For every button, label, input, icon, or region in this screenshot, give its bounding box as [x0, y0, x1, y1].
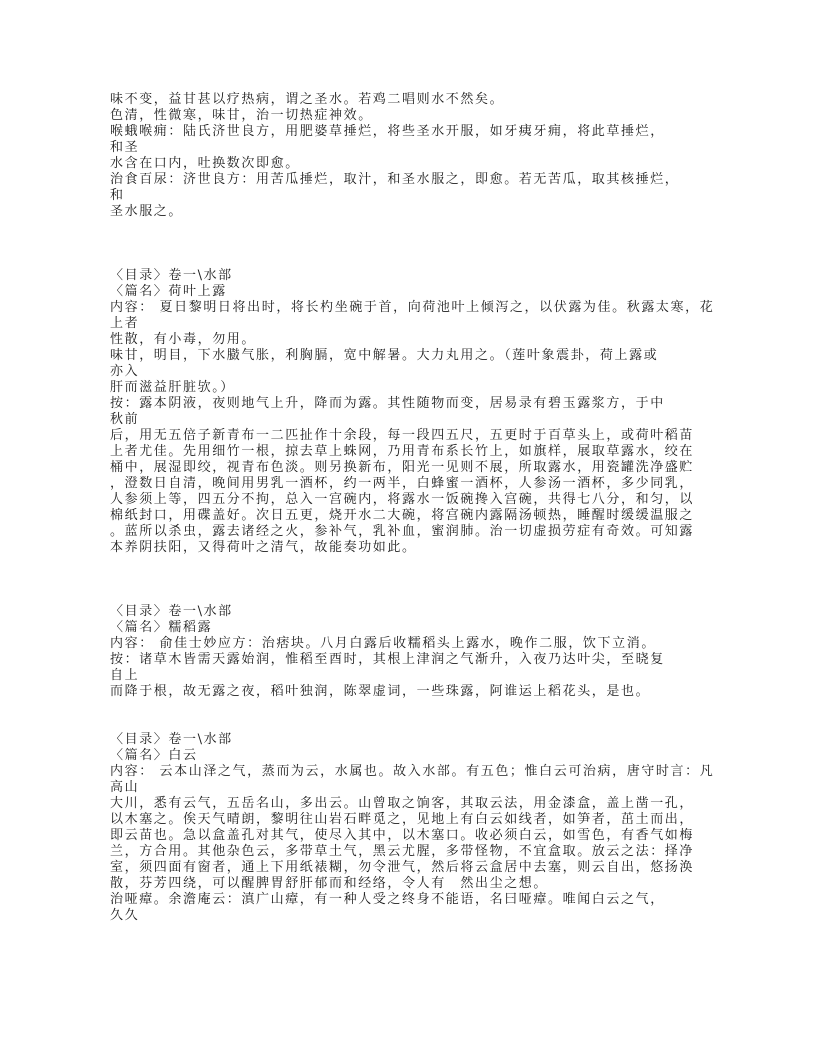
text-line: 味不变，益甘甚以疗热病，谓之圣水。若鸡二唱则水不然矣。 — [110, 92, 505, 107]
text-line: 〈篇名〉荷叶上露 — [110, 284, 227, 299]
blank-line — [110, 700, 750, 716]
text-line: 喉蛾喉痈：陆氏济世良方，用肥婆草捶烂，将些圣水开服，如牙痍牙痈，将此草捶烂， — [110, 124, 665, 139]
text-line: 〈目录〉卷一\水部 — [110, 268, 233, 283]
text-line: 按：露本阴液，夜则地气上升，降而为露。其性随物而变，居易录有碧玉露浆方，于中 — [110, 396, 665, 411]
text-line: 棉纸封口，用碟盖好。次日五更，烧开水二大碗，将宫碗内露隔汤顿热，睡醒时缓缓温服之 — [110, 508, 695, 523]
text-line: 内容： 俞佳士妙应方：治痞块。八月白露后收糯稻头上露水，晚作二服，饮下立消。 — [110, 636, 656, 651]
blank-line — [110, 252, 750, 268]
text-line: 和 — [110, 188, 125, 203]
text-line: 味甘，明目，下水臌气胀，利胸膈，宽中解暑。大力丸用之。（莲叶象震卦，荷上露或 — [110, 348, 659, 363]
blank-line — [110, 236, 750, 252]
text-line: 亦入 — [110, 364, 140, 379]
blank-line — [110, 716, 750, 732]
text-line: 内容： 夏日黎明日将出时，将长杓坐碗于首，向荷池叶上倾泻之，以伏露为佳。秋露太寒，花 — [110, 300, 715, 315]
text-line: 肝而滋益肝脏欤。） — [110, 380, 235, 395]
text-line: 以木塞之。俟天气晴朗，黎明往山岩石畔觅之，见地上有白云如线者，如笋者，茁土而出， — [110, 812, 695, 827]
text-line: 〈篇名〉糯稻露 — [110, 620, 213, 635]
text-line: 即云苗也。急以盒盖孔对其气，使尽入其中，以木塞口。收必须白云，如雪色，有香气如梅 — [110, 828, 695, 843]
text-line: 上者 — [110, 316, 140, 331]
text-line: 水含在口内，吐换数次即愈。 — [110, 156, 300, 171]
text-line: 本养阴扶阳，又得荷叶之清气，故能奏功如此。 — [110, 540, 417, 555]
text-line: 自上 — [110, 668, 140, 683]
text-line: 性散，有小毒，勿用。 — [110, 332, 257, 347]
blank-line — [110, 572, 750, 588]
text-line: 〈目录〉卷一\水部 — [110, 732, 233, 747]
text-line: 治哑瘴。余澹庵云：滇广山瘴，有一种人受之终身不能语，名曰哑瘴。唯闻白云之气， — [110, 892, 665, 907]
text-line: 高山 — [110, 780, 140, 795]
text-line: 桶中，展湿即绞，视青布色淡。则另换新布，阳光一见则不展，所取露水，用瓷罐洗净盛贮 — [110, 460, 695, 475]
text-line: 兰，方合用。其他杂色云，多带草土气，黑云尤腥，多带怪物，不宜盒取。放云之法：择净 — [110, 844, 695, 859]
text-line: 按：诸草木皆需天露始润，惟稻至酉时，其根上津润之气渐升，入夜乃达叶尖，至晓复 — [110, 652, 665, 667]
text-line: 室，须四面有窗者，通上下用纸裱糊，勿令泄气，然后将云盒居中去塞，则云自出，悠扬涣 — [110, 860, 695, 875]
text-line: 人参须上等，四五分不拘，总入一宫碗内，将露水一饭碗搀入宫碗，共得七八分，和匀，以 — [110, 492, 695, 507]
blank-line — [110, 220, 750, 236]
text-line: 久久 — [110, 908, 140, 923]
text-line: 。蓝所以杀虫，露去诸经之火，参补气，乳补血，蜜润肺。治一切虚损劳症有奇效。可知露 — [110, 524, 695, 539]
text-line: 治食百尿：济世良方：用苦瓜捶烂，取汁，和圣水服之，即愈。若无苦瓜，取其核捶烂， — [110, 172, 680, 187]
text-line: 后，用无五倍子新青布一二匹扯作十余段，每一段四五尺，五更时于百草头上，或荷叶稻苗 — [110, 428, 695, 443]
text-line: 散，芬芳四绕，可以醒脾胃舒肝郁而和经络，令人有 然出尘之想。 — [110, 876, 549, 891]
text-line: 秋前 — [110, 412, 140, 427]
text-line: 〈目录〉卷一\水部 — [110, 604, 233, 619]
document-body — [110, 92, 750, 924]
text-line: 内容： 云本山泽之气，蒸而为云，水属也。故入水部。有五色；惟白云可治病，唐守时言：凡 — [110, 764, 715, 779]
text-line: 〈篇名〉白云 — [110, 748, 198, 763]
text-line: 上者尤佳。先用细竹一根，掠去草上蛛网，乃用青布系长竹上，如旗样，展取草露水，绞在 — [110, 444, 695, 459]
text-line: 和圣 — [110, 140, 140, 155]
text-line: 色清，性微寒，味甘，治一切热症神效。 — [110, 108, 373, 123]
blank-line — [110, 556, 750, 572]
text-line: ，澄数日自清，晚间用男乳一酒杯，约一两半，白蜂蜜一酒杯，人参汤一酒杯，多少同乳， — [110, 476, 695, 491]
text-line: 圣水服之。 — [110, 204, 184, 219]
blank-line — [110, 588, 750, 604]
text-line: 大川，悉有云气，五岳名山，多出云。山曾取之饷客，其取云法，用金漆盒，盖上凿一孔， — [110, 796, 695, 811]
text-line: 而降于根，故无露之夜，稻叶独润，陈翠虚词，一些珠露，阿谁运上稻花头，是也。 — [110, 684, 651, 699]
